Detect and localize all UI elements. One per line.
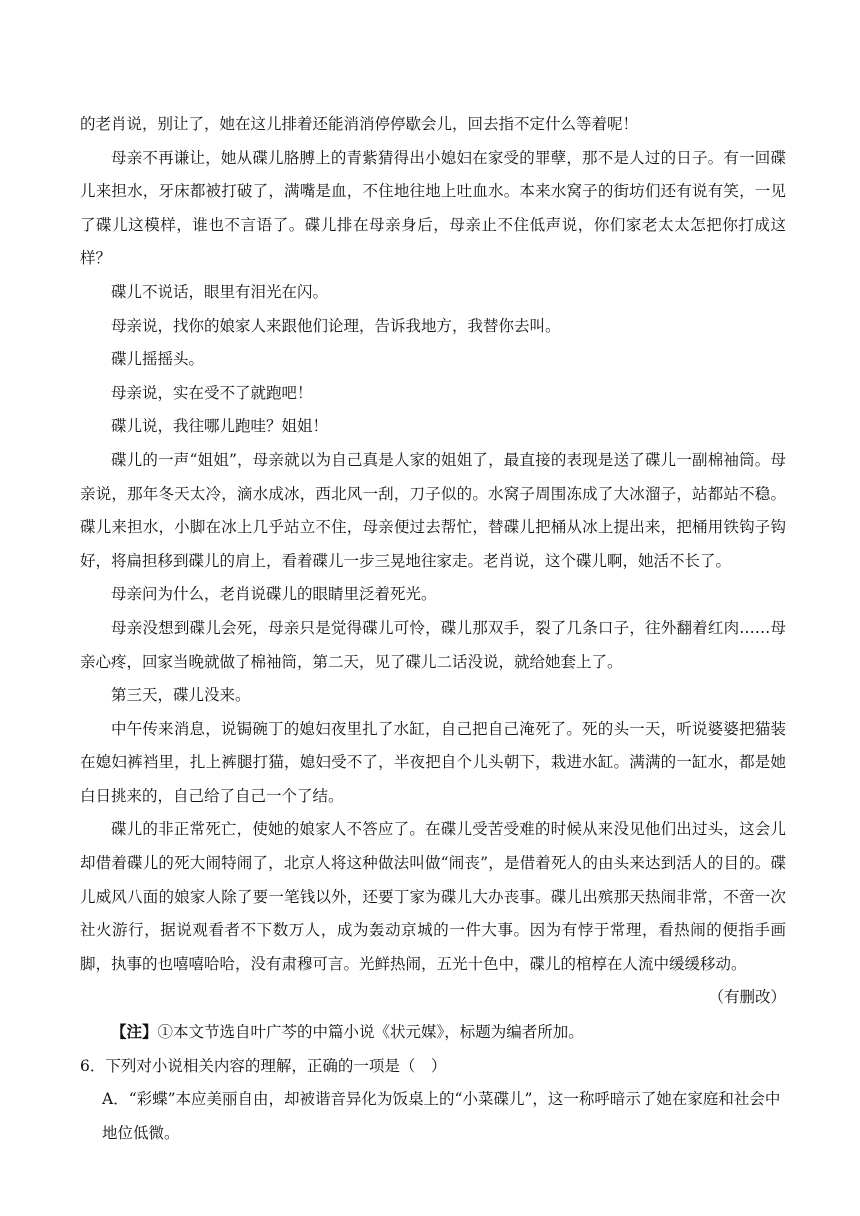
- paragraph-6: 母亲说，实在受不了就跑吧！: [111, 383, 313, 402]
- passage: [80, 108, 786, 1150]
- option-a[interactable]: [80, 1083, 786, 1150]
- paragraph-13: 碟儿的非正常死亡，使她的娘家人不答应了。在碟儿受苦受难的时候从来没见他们出过头，这会儿却借着碟儿的死大闹特闹了，北京人将这种做法叫做“闹丧”，是借着死人的由头来达到活人的目的。碟儿威风八面的娘家人除了要一笔钱以外，还要丁家为碟儿大办丧事。碟儿出殡那天热闹非常，不啻一次社火游行，据说观看者不下数万人，成为轰动京城的一件大事。因为有悖于常理，看热闹的便指手画脚，执事的也嘻嘻哈哈，没有肃穆可言。光鲜热闹，五光十色中，碟儿的棺椁在人流中缓缓移动。: [80, 820, 786, 973]
- paragraph-8: 碟儿的一声“姐姐”，母亲就以为自己真是人家的姐姐了，最直接的表现是送了碟儿一副棉袖筒。母亲说，那年冬天太冷，滴水成冰，西北风一刮，刀子似的。水窝子周围冻成了大冰溜子，站都站不稳。碟儿来担水，小脚在冰上几乎站立不住，母亲便过去帮忙，替碟儿把桶从冰上提出来，把桶用铁钩子钩好，将扁担移到碟儿的肩上，看着碟儿一步三晃地往家走。老肖说，这个碟儿啊，她活不长了。: [80, 450, 786, 570]
- footnote-text: ①本文节选自叶广芩的中篇小说《状元媒》，标题为编者所加。: [157, 1023, 584, 1042]
- paragraph-5: 碟儿摇摇头。: [111, 350, 205, 369]
- paragraph-12: 中午传来消息，说锔碗丁的媳妇夜里扎了水缸，自己把自己淹死了。死的头一天，听说婆婆把猫装在媳妇裤裆里，扎上裤腿打猫，媳妇受不了，半夜把自个儿头朝下，栽进水缸。满满的一缸水，都是她白日挑来的，自己给了自己一个了结。: [80, 719, 786, 805]
- paragraph-1: 的老肖说，别让了，她在这儿排着还能消消停停歇会儿，回去指不定什么等着呢！: [80, 115, 639, 133]
- paragraph-3: 碟儿不说话，眼里有泪光在闪。: [111, 282, 329, 301]
- footnote: [80, 1015, 786, 1050]
- paragraph-9: 母亲问为什么，老肖说碟儿的眼睛里泛着死光。: [111, 585, 437, 604]
- paragraph-4: 母亲说，找你的娘家人来跟他们论理，告诉我地方，我替你去叫。: [111, 316, 561, 335]
- option-a-text: “彩蝶”本应美丽自由，却被谐音异化为饭桌上的“小菜碟儿”，这一称呼暗示了她在家庭和社会中地位低微。: [102, 1090, 781, 1142]
- paragraph-11: 第三天，碟儿没来。: [111, 686, 251, 705]
- source-note: （有删改）: [708, 988, 786, 1007]
- footnote-label: 【注】: [111, 1022, 158, 1042]
- question-stem: 6．下列对小说相关内容的理解，正确的一项是（ ）: [80, 1056, 447, 1075]
- paragraph-7: 碟儿说，我往哪儿跑哇？姐姐！: [111, 417, 329, 436]
- paragraph-2: 母亲不再谦让，她从碟儿胳膊上的青紫猜得出小媳妇在家受的罪孽，那不是人过的日子。有一回碟儿来担水，牙床都被打破了，满嘴是血，不住地往地上吐血水。本来水窝子的街坊们还有说有笑，一见了碟儿这模样，谁也不言语了。碟儿排在母亲身后，母亲止不住低声说，你们家老太太怎把你打成这样？: [80, 148, 786, 268]
- paragraph-10: 母亲没想到碟儿会死，母亲只是觉得碟儿可怜，碟儿那双手，裂了几条口子，往外翻着红肉……母亲心疼，回家当晚就做了棉袖筒，第二天，见了碟儿二话没说，就给她套上了。: [80, 618, 786, 671]
- option-a-label: A．: [102, 1090, 129, 1109]
